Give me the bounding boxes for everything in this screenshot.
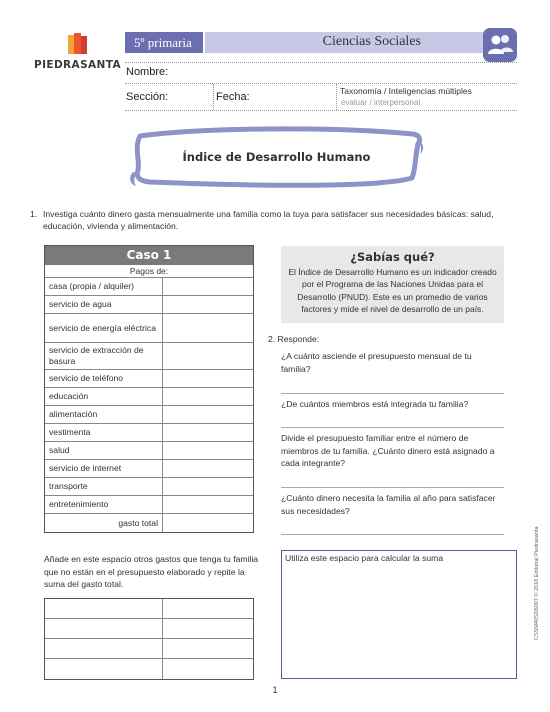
row-label: vestimenta — [45, 424, 163, 441]
amount-cell[interactable] — [163, 460, 253, 477]
table-row — [45, 599, 253, 619]
divider — [125, 110, 517, 111]
extra-expenses-table — [44, 598, 254, 680]
question-2-item: ¿De cuántos miembros está integrada tu familia? — [281, 399, 469, 409]
table-row — [45, 639, 253, 659]
amount-cell[interactable] — [163, 406, 253, 423]
caso-subtitle: Pagos de: — [45, 265, 253, 278]
row-label: educación — [45, 388, 163, 405]
section-label: Sección: — [126, 91, 169, 103]
amount-cell[interactable] — [163, 424, 253, 441]
caso-title: Caso 1 — [45, 246, 253, 265]
question-2-item: ¿Cuánto dinero necesita la familia al año para satisfacer sus necesidades? — [281, 493, 496, 516]
table-row — [45, 659, 253, 679]
expense-cell[interactable] — [45, 599, 163, 618]
extra-expenses-instructions: Añade en este espacio otros gastos que tenga tu familia que no están en el presupuesto elaborado y repite la suma del gasto total. — [44, 554, 259, 589]
amount-cell[interactable] — [163, 343, 253, 369]
name-label: Nombre: — [126, 66, 169, 78]
answer-line[interactable] — [281, 427, 504, 428]
grade-badge: 5º primaria — [125, 32, 203, 53]
taxonomy-label: Taxonomía / Inteligencias múltiples — [340, 86, 472, 96]
divider — [336, 84, 337, 110]
table-row — [45, 296, 253, 314]
name-line — [125, 83, 517, 84]
table-row — [45, 343, 253, 370]
question-text: Investiga cuánto dinero gasta mensualmente una familia como la tuya para satisfacer sus necesidades básicas: salud, educación, vivienda y alimentación. — [43, 209, 494, 231]
row-label: servicio de teléfono — [45, 370, 163, 387]
table-row — [45, 278, 253, 296]
expense-cell[interactable] — [45, 639, 163, 658]
table-row — [45, 424, 253, 442]
answer-line[interactable] — [281, 534, 504, 535]
divider — [125, 62, 517, 63]
row-label: servicio de agua — [45, 296, 163, 313]
row-label: servicio de extracción de basura — [45, 343, 163, 369]
table-row — [45, 619, 253, 639]
row-label: servicio de internet — [45, 460, 163, 477]
total-label: gasto total — [45, 514, 163, 532]
table-row — [45, 406, 253, 424]
publisher-logo — [30, 33, 125, 75]
date-label: Fecha: — [216, 91, 250, 103]
row-label: servicio de energía eléctrica — [45, 314, 163, 342]
people-icon — [483, 28, 517, 62]
copyright-credit: CSSM40SD6007 © 2018 Editorial Piedrasanta — [534, 526, 540, 640]
info-box — [281, 246, 504, 323]
amount-cell[interactable] — [163, 478, 253, 495]
page-number: 1 — [272, 685, 278, 695]
answer-line[interactable] — [281, 487, 504, 488]
table-row — [45, 460, 253, 478]
amount-cell[interactable] — [163, 314, 253, 342]
amount-cell[interactable] — [163, 278, 253, 295]
table-row — [45, 478, 253, 496]
row-label: alimentación — [45, 406, 163, 423]
question-2-item: ¿A cuánto asciende el presupuesto mensual de tu familia? — [281, 351, 472, 374]
info-box-title: ¿Sabías qué? — [350, 250, 435, 264]
divider — [213, 84, 214, 110]
table-row — [45, 388, 253, 406]
subject-title: Ciencias Sociales — [205, 32, 483, 53]
question-number: 1. — [30, 209, 38, 219]
question-2-label: 2. Responde: — [268, 334, 320, 344]
brand-name: PIEDRASANTA — [33, 59, 122, 71]
books-logo-icon — [67, 33, 89, 55]
expense-cell[interactable] — [45, 659, 163, 679]
row-label: transporte — [45, 478, 163, 495]
amount-cell[interactable] — [163, 442, 253, 459]
table-row — [45, 370, 253, 388]
row-label: casa (propia / alquiler) — [45, 278, 163, 295]
amount-cell[interactable] — [163, 296, 253, 313]
table-row — [45, 496, 253, 514]
table-row — [45, 314, 253, 343]
amount-cell[interactable] — [163, 388, 253, 405]
expense-cell[interactable] — [45, 619, 163, 638]
row-label: salud — [45, 442, 163, 459]
calculation-box[interactable] — [281, 550, 517, 679]
info-box-body: El Índice de Desarrollo Humano es un indicador creado por el Programa de las Naciones Unidas para el Desarrollo (PNUD). Este es un promedio de varios factores y mide el nivel de desarrollo de un país. — [288, 267, 497, 314]
table-row — [45, 442, 253, 460]
caso-table — [44, 245, 254, 533]
calculation-box-label: Utiliza este espacio para calcular la suma — [285, 553, 444, 563]
question-2-item: Divide el presupuesto familiar entre el número de miembros de tu familia. ¿Cuánto dinero está asignado a cada integrante? — [281, 433, 495, 468]
total-cell[interactable] — [163, 514, 253, 532]
amount-cell[interactable] — [163, 496, 253, 513]
answer-line[interactable] — [281, 393, 504, 394]
amount-cell[interactable] — [163, 370, 253, 387]
total-row — [45, 514, 253, 532]
assessment-label: evaluar / interpersonal — [341, 98, 421, 107]
row-label: entretenimiento — [45, 496, 163, 513]
page-title: Índice de Desarrollo Humano — [182, 150, 371, 164]
